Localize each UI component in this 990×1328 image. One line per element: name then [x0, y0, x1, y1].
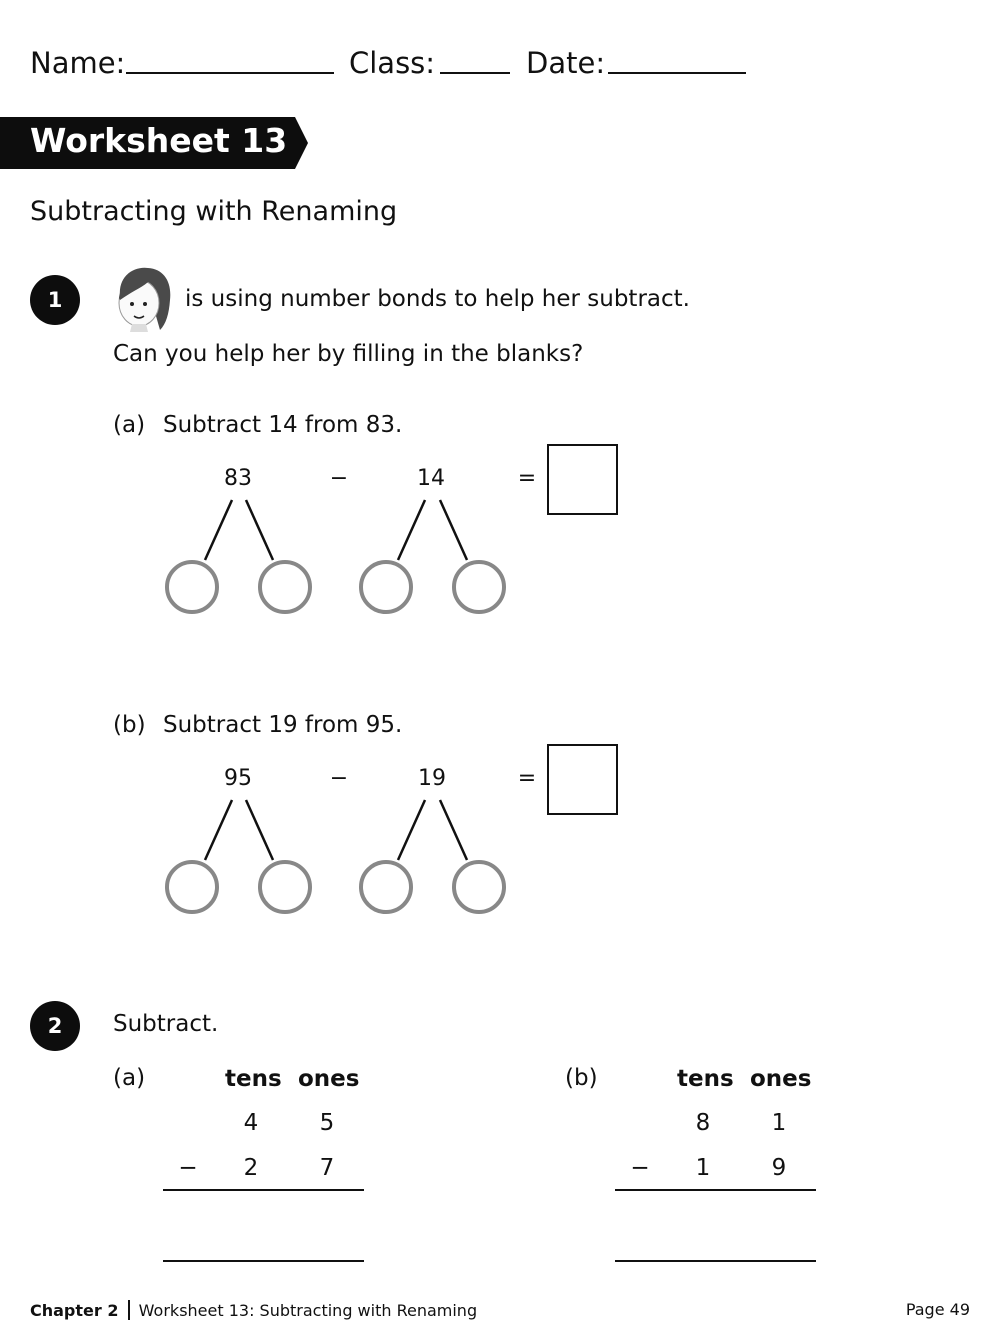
page-subtitle: Subtracting with Renaming — [30, 196, 398, 227]
q1a-subtrahend: 14 — [417, 466, 445, 491]
q2b-sum-rule — [615, 1189, 816, 1191]
q2b-ones-header: ones — [750, 1066, 812, 1092]
q1b-bond-ones-95[interactable] — [258, 860, 312, 914]
q1b-minus-sign: − — [329, 766, 349, 791]
q2b-top-tens: 8 — [695, 1110, 711, 1136]
question-number-2: 2 — [30, 1001, 80, 1051]
date-label: Date: — [526, 46, 606, 80]
page-number: Page 49 — [905, 1300, 970, 1319]
worksheet-title: Worksheet 13 — [30, 121, 288, 160]
q2a-bottom-tens: 2 — [243, 1155, 259, 1181]
q1a-minuend: 83 — [224, 466, 252, 491]
q2b-top-ones: 1 — [771, 1110, 787, 1136]
q2-prompt-text: Subtract. — [113, 1011, 219, 1037]
q1-prompt-text: Can you help her by filling in the blanks? — [113, 341, 584, 367]
q2a-top-tens: 4 — [243, 1110, 259, 1136]
footer-divider — [128, 1300, 130, 1320]
footer-worksheet: Worksheet 13: Subtracting with Renaming — [138, 1301, 478, 1320]
q1b-minuend: 95 — [224, 766, 252, 791]
q2a-answer-line[interactable] — [163, 1260, 364, 1262]
footer-text — [30, 1300, 477, 1320]
q2a-sum-rule — [163, 1189, 364, 1191]
q1b-equals-sign: = — [517, 766, 537, 791]
q1b-label: (b) — [113, 712, 146, 738]
q1a-label: (a) — [113, 412, 146, 438]
q1a-minus-sign: − — [329, 466, 349, 491]
q1b-bond-tens-95[interactable] — [165, 860, 219, 914]
class-label: Class: — [349, 46, 436, 80]
q2a-ones-header: ones — [298, 1066, 360, 1092]
q1a-instruction: Subtract 14 from 83. — [163, 412, 403, 438]
q2a-label: (a) — [113, 1065, 146, 1091]
q1b-bond-tens-19[interactable] — [359, 860, 413, 914]
q2b-tens-header: tens — [677, 1066, 734, 1092]
name-label: Name: — [30, 46, 126, 80]
q2a-minus-sign: − — [178, 1155, 198, 1181]
q1b-instruction: Subtract 19 from 95. — [163, 712, 403, 738]
q1-intro-text: is using number bonds to help her subtract. — [185, 286, 690, 312]
q2b-minus-sign: − — [630, 1155, 650, 1181]
q2b-label: (b) — [565, 1065, 598, 1091]
question-number-1: 1 — [30, 275, 80, 325]
q1b-subtrahend: 19 — [418, 766, 446, 791]
q1b-bond-ones-19[interactable] — [452, 860, 506, 914]
q2a-bottom-ones: 7 — [319, 1155, 335, 1181]
q1a-equals-sign: = — [517, 466, 537, 491]
footer-chapter: Chapter 2 — [30, 1301, 119, 1320]
q2a-top-ones: 5 — [319, 1110, 335, 1136]
q2b-bottom-tens: 1 — [695, 1155, 711, 1181]
q2b-answer-line[interactable] — [615, 1260, 816, 1262]
q2b-bottom-ones: 9 — [771, 1155, 787, 1181]
q2a-tens-header: tens — [225, 1066, 282, 1092]
